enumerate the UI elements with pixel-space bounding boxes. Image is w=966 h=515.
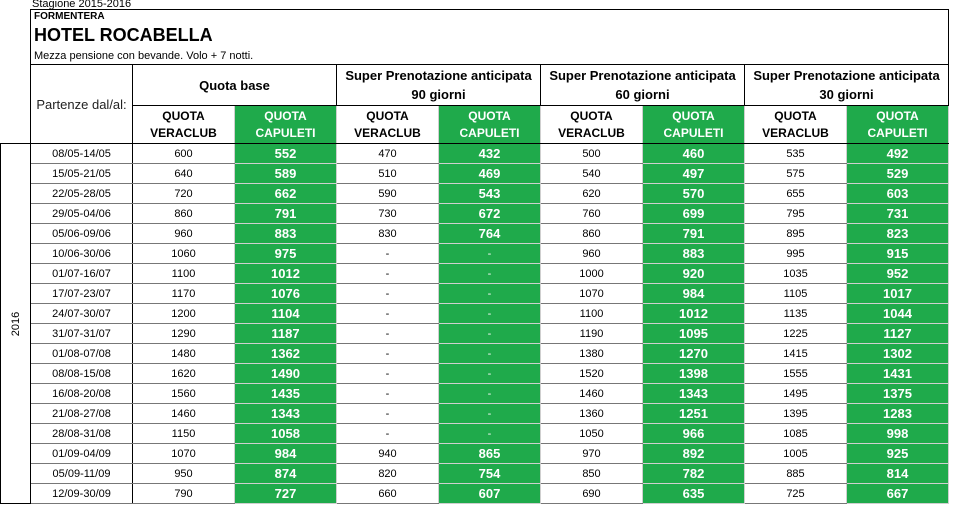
table-row (1, 484, 949, 504)
price-veraclub-cell: 1395 (745, 404, 847, 424)
subheader-quota-veraclub (745, 106, 847, 144)
group-header-30-giorni (745, 65, 949, 106)
subheader-line2: VERACLUB (150, 125, 217, 140)
price-capuleti-cell: 1490 (235, 364, 337, 384)
subheader-line2: CAPULETI (459, 125, 520, 140)
date-range-cell: 05/09-11/09 (31, 464, 133, 484)
price-veraclub-cell: 1105 (745, 284, 847, 304)
price-capuleti-cell: 469 (439, 164, 541, 184)
group-header-90-giorni (337, 65, 541, 106)
date-range-cell: 17/07-23/07 (31, 284, 133, 304)
price-veraclub-cell: 1190 (541, 324, 643, 344)
subheader-line1: QUOTA (468, 108, 511, 123)
price-capuleti-cell: 1187 (235, 324, 337, 344)
price-veraclub-cell: 1290 (133, 324, 235, 344)
price-capuleti-cell: 984 (643, 284, 745, 304)
table-row (1, 204, 949, 224)
price-veraclub-cell: 640 (133, 164, 235, 184)
price-capuleti-cell: 1398 (643, 364, 745, 384)
price-veraclub-cell: - (337, 404, 439, 424)
price-veraclub-cell: - (337, 324, 439, 344)
price-veraclub-cell: 970 (541, 444, 643, 464)
price-veraclub-cell: - (337, 284, 439, 304)
price-veraclub-cell: 820 (337, 464, 439, 484)
price-veraclub-cell: 1100 (133, 264, 235, 284)
price-veraclub-cell: 1070 (541, 284, 643, 304)
price-capuleti-cell: 892 (643, 444, 745, 464)
price-veraclub-cell: 1085 (745, 424, 847, 444)
price-capuleti-cell: 589 (235, 164, 337, 184)
price-capuleti-cell: - (439, 344, 541, 364)
price-veraclub-cell: 960 (541, 244, 643, 264)
price-veraclub-cell: 540 (541, 164, 643, 184)
price-veraclub-cell: 1560 (133, 384, 235, 404)
table-row (1, 464, 949, 484)
date-range-cell: 24/07-30/07 (31, 304, 133, 324)
subheader-line1: QUOTA (774, 108, 817, 123)
table-row (1, 404, 949, 424)
table-row (1, 244, 949, 264)
season-label: Stagione 2015-2016 (32, 0, 132, 10)
date-range-cell: 21/08-27/08 (31, 404, 133, 424)
price-capuleti-cell: 814 (847, 464, 949, 484)
price-capuleti-cell: 984 (235, 444, 337, 464)
price-veraclub-cell: 690 (541, 484, 643, 504)
price-capuleti-cell: 1104 (235, 304, 337, 324)
price-veraclub-cell: 575 (745, 164, 847, 184)
price-veraclub-cell: 1520 (541, 364, 643, 384)
price-veraclub-cell: 1480 (133, 344, 235, 364)
price-capuleti-cell: 1375 (847, 384, 949, 404)
subheader-quota-veraclub (337, 106, 439, 144)
subheader-line1: QUOTA (162, 108, 205, 123)
partenze-header: Partenze dal/al: (31, 65, 133, 144)
group-header-line1: Super Prenotazione anticipata (753, 68, 940, 83)
date-range-cell: 01/08-07/08 (31, 344, 133, 364)
price-capuleti-cell: - (439, 264, 541, 284)
subheader-quota-veraclub (133, 106, 235, 144)
price-capuleti-cell: - (439, 284, 541, 304)
subheader-line1: QUOTA (264, 108, 307, 123)
price-veraclub-cell: 850 (541, 464, 643, 484)
price-capuleti-cell: 823 (847, 224, 949, 244)
subheader-line2: CAPULETI (663, 125, 724, 140)
table-row (1, 304, 949, 324)
price-capuleti-cell: 791 (643, 224, 745, 244)
price-capuleti-cell: 543 (439, 184, 541, 204)
year-cell (1, 144, 31, 504)
group-header-line1: Super Prenotazione anticipata (345, 68, 532, 83)
price-capuleti-cell: - (439, 364, 541, 384)
price-capuleti-cell: 603 (847, 184, 949, 204)
price-veraclub-cell: 1135 (745, 304, 847, 324)
table-row (1, 224, 949, 244)
price-capuleti-cell: 883 (643, 244, 745, 264)
price-veraclub-cell: 1200 (133, 304, 235, 324)
date-range-cell: 29/05-04/06 (31, 204, 133, 224)
price-capuleti-cell: 1044 (847, 304, 949, 324)
price-capuleti-cell: 1076 (235, 284, 337, 304)
price-capuleti-cell: 865 (439, 444, 541, 464)
price-veraclub-cell: 1100 (541, 304, 643, 324)
price-veraclub-cell: 795 (745, 204, 847, 224)
price-veraclub-cell: - (337, 304, 439, 324)
price-veraclub-cell: 1000 (541, 264, 643, 284)
table-row (1, 344, 949, 364)
group-header-line2: 30 giorni (819, 87, 874, 102)
price-capuleti-cell: 492 (847, 144, 949, 164)
price-veraclub-cell: 470 (337, 144, 439, 164)
date-range-cell: 10/06-30/06 (31, 244, 133, 264)
price-capuleti-cell: 1095 (643, 324, 745, 344)
price-capuleti-cell: 1251 (643, 404, 745, 424)
price-veraclub-cell: - (337, 264, 439, 284)
price-capuleti-cell: 1431 (847, 364, 949, 384)
group-header-quota-base (133, 65, 337, 106)
date-range-cell: 22/05-28/05 (31, 184, 133, 204)
price-veraclub-cell: 960 (133, 224, 235, 244)
price-capuleti-cell: 952 (847, 264, 949, 284)
date-range-cell: 08/08-15/08 (31, 364, 133, 384)
price-veraclub-cell: 940 (337, 444, 439, 464)
subheader-quota-capuleti (643, 106, 745, 144)
group-header-line1: Super Prenotazione anticipata (549, 68, 736, 83)
price-capuleti-cell: 662 (235, 184, 337, 204)
price-veraclub-cell: 1415 (745, 344, 847, 364)
price-veraclub-cell: 1460 (541, 384, 643, 404)
group-header-line2: 90 giorni (411, 87, 466, 102)
price-capuleti-cell: - (439, 384, 541, 404)
price-veraclub-cell: - (337, 344, 439, 364)
date-range-cell: 01/09-04/09 (31, 444, 133, 464)
price-veraclub-cell: 590 (337, 184, 439, 204)
price-capuleti-cell: 1012 (643, 304, 745, 324)
price-capuleti-cell: 432 (439, 144, 541, 164)
group-header-line2: 60 giorni (615, 87, 670, 102)
price-capuleti-cell: 1058 (235, 424, 337, 444)
price-capuleti-cell: 552 (235, 144, 337, 164)
price-capuleti-cell: 966 (643, 424, 745, 444)
table-row (1, 384, 949, 404)
table-row (1, 144, 949, 164)
subheader-quota-capuleti (439, 106, 541, 144)
price-veraclub-cell: 995 (745, 244, 847, 264)
price-veraclub-cell: 730 (337, 204, 439, 224)
price-capuleti-cell: 699 (643, 204, 745, 224)
price-capuleti-cell: 1283 (847, 404, 949, 424)
subheader-line2: CAPULETI (867, 125, 928, 140)
subheader-line2: VERACLUB (354, 125, 421, 140)
price-veraclub-cell: 655 (745, 184, 847, 204)
price-veraclub-cell: 1225 (745, 324, 847, 344)
subheader-quota-capuleti (847, 106, 949, 144)
price-veraclub-cell: 1555 (745, 364, 847, 384)
price-capuleti-cell: 731 (847, 204, 949, 224)
price-capuleti-cell: 1017 (847, 284, 949, 304)
price-capuleti-cell: 460 (643, 144, 745, 164)
price-capuleti-cell: - (439, 244, 541, 264)
price-veraclub-cell: 860 (133, 204, 235, 224)
price-capuleti-cell: 635 (643, 484, 745, 504)
price-capuleti-cell: 1302 (847, 344, 949, 364)
price-veraclub-cell: 720 (133, 184, 235, 204)
table-row (1, 164, 949, 184)
price-veraclub-cell: - (337, 364, 439, 384)
group-header-60-giorni (541, 65, 745, 106)
price-capuleti-cell: 925 (847, 444, 949, 464)
price-capuleti-cell: - (439, 324, 541, 344)
price-capuleti-cell: 1435 (235, 384, 337, 404)
price-table (0, 9, 949, 504)
price-capuleti-cell: 529 (847, 164, 949, 184)
price-veraclub-cell: 1050 (541, 424, 643, 444)
price-veraclub-cell: 830 (337, 224, 439, 244)
price-veraclub-cell: 725 (745, 484, 847, 504)
price-veraclub-cell: 1035 (745, 264, 847, 284)
table-row (1, 264, 949, 284)
price-capuleti-cell: 975 (235, 244, 337, 264)
date-range-cell: 01/07-16/07 (31, 264, 133, 284)
price-veraclub-cell: 1380 (541, 344, 643, 364)
date-range-cell: 16/08-20/08 (31, 384, 133, 404)
subheader-line1: QUOTA (366, 108, 409, 123)
price-veraclub-cell: - (337, 384, 439, 404)
price-capuleti-cell: - (439, 424, 541, 444)
hotel-name: HOTEL ROCABELLA (31, 23, 949, 47)
date-range-cell: 12/09-30/09 (31, 484, 133, 504)
price-veraclub-cell: 500 (541, 144, 643, 164)
price-capuleti-cell: 874 (235, 464, 337, 484)
price-veraclub-cell: 885 (745, 464, 847, 484)
date-range-cell: 31/07-31/07 (31, 324, 133, 344)
price-capuleti-cell: 1270 (643, 344, 745, 364)
price-veraclub-cell: 1070 (133, 444, 235, 464)
price-veraclub-cell: 1170 (133, 284, 235, 304)
region-label: FORMENTERA (31, 10, 949, 24)
price-veraclub-cell: 660 (337, 484, 439, 504)
subheader-quota-capuleti (235, 106, 337, 144)
price-capuleti-cell: 667 (847, 484, 949, 504)
price-capuleti-cell: - (439, 304, 541, 324)
subheader-line1: QUOTA (570, 108, 613, 123)
price-veraclub-cell: 600 (133, 144, 235, 164)
table-row (1, 424, 949, 444)
price-veraclub-cell: 895 (745, 224, 847, 244)
price-veraclub-cell: 950 (133, 464, 235, 484)
price-veraclub-cell: 1620 (133, 364, 235, 384)
price-capuleti-cell: 1343 (643, 384, 745, 404)
price-veraclub-cell: 620 (541, 184, 643, 204)
price-capuleti-cell: 607 (439, 484, 541, 504)
price-veraclub-cell: 535 (745, 144, 847, 164)
date-range-cell: 08/05-14/05 (31, 144, 133, 164)
price-veraclub-cell: 1150 (133, 424, 235, 444)
price-capuleti-cell: 915 (847, 244, 949, 264)
price-capuleti-cell: 727 (235, 484, 337, 504)
price-capuleti-cell: 1343 (235, 404, 337, 424)
subheader-line2: VERACLUB (762, 125, 829, 140)
group-header-line1: Quota base (199, 77, 270, 93)
subheader-line1: QUOTA (876, 108, 919, 123)
subheader-line2: VERACLUB (558, 125, 625, 140)
table-row (1, 364, 949, 384)
price-veraclub-cell: 1060 (133, 244, 235, 264)
price-veraclub-cell: - (337, 424, 439, 444)
price-capuleti-cell: 1127 (847, 324, 949, 344)
date-range-cell: 28/08-31/08 (31, 424, 133, 444)
price-veraclub-cell: 1005 (745, 444, 847, 464)
table-row (1, 324, 949, 344)
price-capuleti-cell: 754 (439, 464, 541, 484)
price-capuleti-cell: 782 (643, 464, 745, 484)
price-veraclub-cell: 1495 (745, 384, 847, 404)
price-capuleti-cell: 497 (643, 164, 745, 184)
subheader-line2: CAPULETI (255, 125, 316, 140)
table-row (1, 184, 949, 204)
price-veraclub-cell: 760 (541, 204, 643, 224)
price-capuleti-cell: 920 (643, 264, 745, 284)
price-veraclub-cell: 790 (133, 484, 235, 504)
subheader-quota-veraclub (541, 106, 643, 144)
subheader-line1: QUOTA (672, 108, 715, 123)
year-label: 2016 (9, 311, 22, 336)
price-capuleti-cell: 1012 (235, 264, 337, 284)
price-capuleti-cell: 570 (643, 184, 745, 204)
price-veraclub-cell: 510 (337, 164, 439, 184)
price-capuleti-cell: 998 (847, 424, 949, 444)
price-capuleti-cell: 883 (235, 224, 337, 244)
hotel-description: Mezza pensione con bevande. Volo + 7 notti. (31, 47, 949, 65)
price-capuleti-cell: 1362 (235, 344, 337, 364)
date-range-cell: 05/06-09/06 (31, 224, 133, 244)
table-row (1, 284, 949, 304)
price-capuleti-cell: - (439, 404, 541, 424)
price-capuleti-cell: 764 (439, 224, 541, 244)
date-range-cell: 15/05-21/05 (31, 164, 133, 184)
table-row (1, 444, 949, 464)
price-capuleti-cell: 672 (439, 204, 541, 224)
price-veraclub-cell: - (337, 244, 439, 264)
price-veraclub-cell: 860 (541, 224, 643, 244)
price-veraclub-cell: 1360 (541, 404, 643, 424)
price-veraclub-cell: 1460 (133, 404, 235, 424)
price-capuleti-cell: 791 (235, 204, 337, 224)
